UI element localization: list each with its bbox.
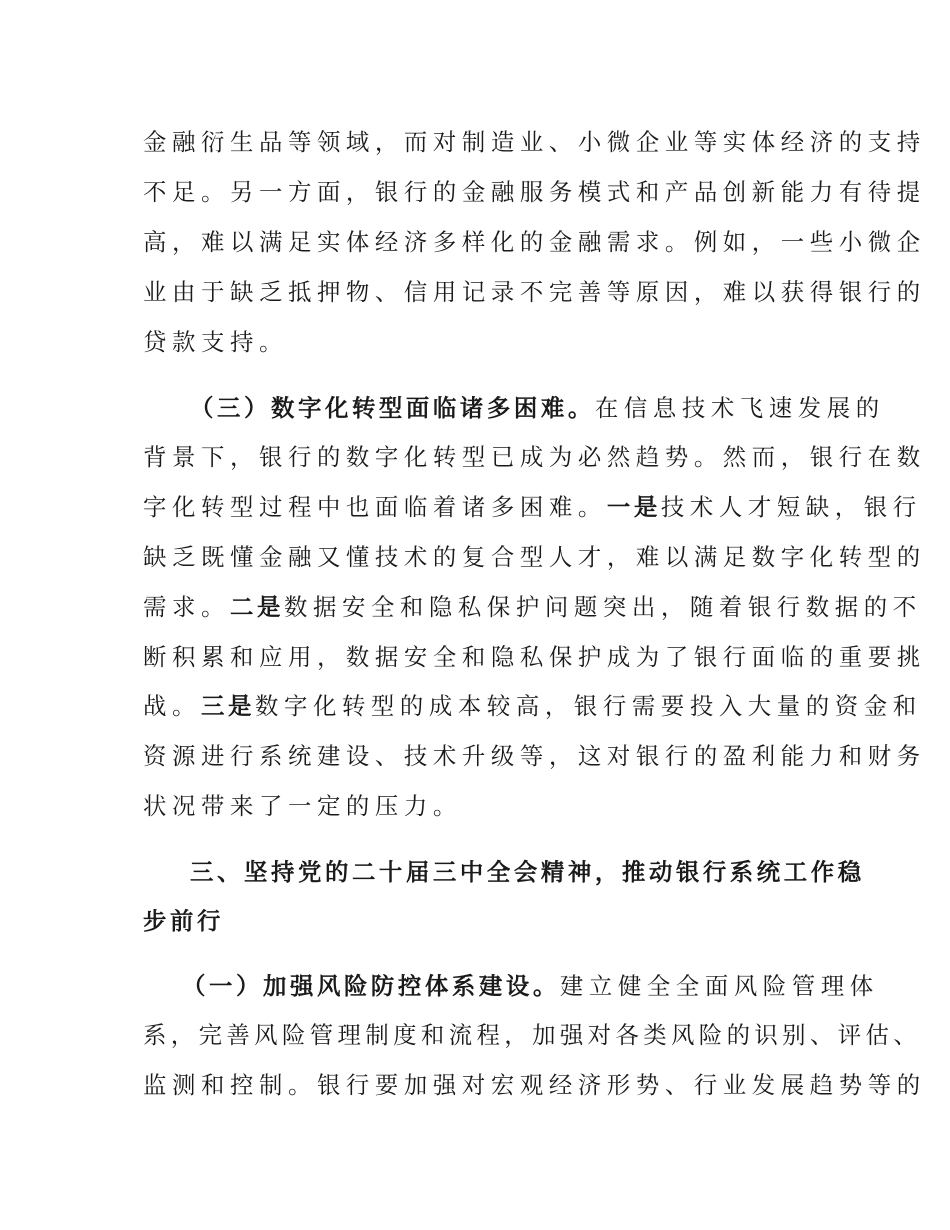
paragraph-2-line-3-pre: 字化转型过程中也面临着诸多困难。 — [143, 493, 607, 521]
paragraph-2-line-1 — [190, 392, 885, 424]
point-3-label: 三是 — [200, 692, 255, 720]
paragraph-2-line-1-text: 在信息技术飞速发展的 — [594, 394, 885, 422]
paragraph-2-line-7-post: 数字化转型的成本较高，银行需要投入大量的资金和 — [254, 692, 922, 720]
paragraph-1-line-4: 业由于缺乏抵押物、信用记录不完善等原因，难以获得银行的 — [143, 278, 926, 306]
paragraph-1-line-1: 金融衍生品等领域，而对制造业、小微企业等实体经济的支持 — [143, 128, 926, 156]
paragraph-3-line-1-text: 建立健全全面风险管理体 — [559, 972, 879, 1000]
paragraph-2-line-7-pre: 战。 — [143, 692, 201, 720]
paragraph-2-title: （三）数字化转型面临诸多困难。 — [190, 394, 595, 422]
paragraph-2-line-6: 断积累和应用，数据安全和隐私保护成为了银行面临的重要挑 — [143, 643, 926, 671]
paragraph-2-line-4: 缺乏既懂金融又懂技术的复合型人才，难以满足数字化转型的 — [143, 543, 926, 571]
paragraph-1-line-2: 不足。另一方面，银行的金融服务模式和产品创新能力有待提 — [143, 178, 926, 206]
section-heading-line-1: 三、坚持党的二十届三中全会精神，推动银行系统工作稳 — [190, 858, 865, 886]
paragraph-2-line-5 — [143, 591, 922, 623]
paragraph-3-title: （一）加强风险防控体系建设。 — [182, 972, 560, 1000]
paragraph-2-line-3-post: 技术人才短缺，银行 — [660, 493, 922, 521]
point-1-label: 一是 — [606, 493, 661, 521]
paragraph-2-line-7 — [143, 690, 922, 722]
paragraph-1-line-5: 贷款支持。 — [143, 328, 288, 356]
paragraph-2-line-3 — [143, 491, 922, 523]
paragraph-3-line-1 — [182, 970, 879, 1002]
paragraph-2-line-9: 状况带来了一定的压力。 — [143, 792, 462, 820]
paragraph-3-line-2: 系，完善风险管理制度和流程，加强对各类风险的识别、评估、 — [143, 1021, 922, 1049]
section-heading-line-2: 步前行 — [143, 907, 224, 935]
paragraph-1-line-3: 高，难以满足实体经济多样化的金融需求。例如，一些小微企 — [143, 228, 926, 256]
paragraph-2-line-2: 背景下，银行的数字化转型已成为必然趋势。然而，银行在数 — [143, 443, 926, 471]
point-2-label: 二是 — [229, 593, 284, 621]
paragraph-2-line-5-pre: 需求。 — [143, 593, 230, 621]
paragraph-3-line-3: 监测和控制。银行要加强对宏观经济形势、行业发展趋势等的 — [143, 1071, 926, 1099]
paragraph-2-line-5-post: 数据安全和隐私保护问题突出，随着银行数据的不 — [283, 593, 922, 621]
paragraph-2-line-8: 资源进行系统建设、技术升级等，这对银行的盈利能力和财务 — [143, 742, 926, 770]
